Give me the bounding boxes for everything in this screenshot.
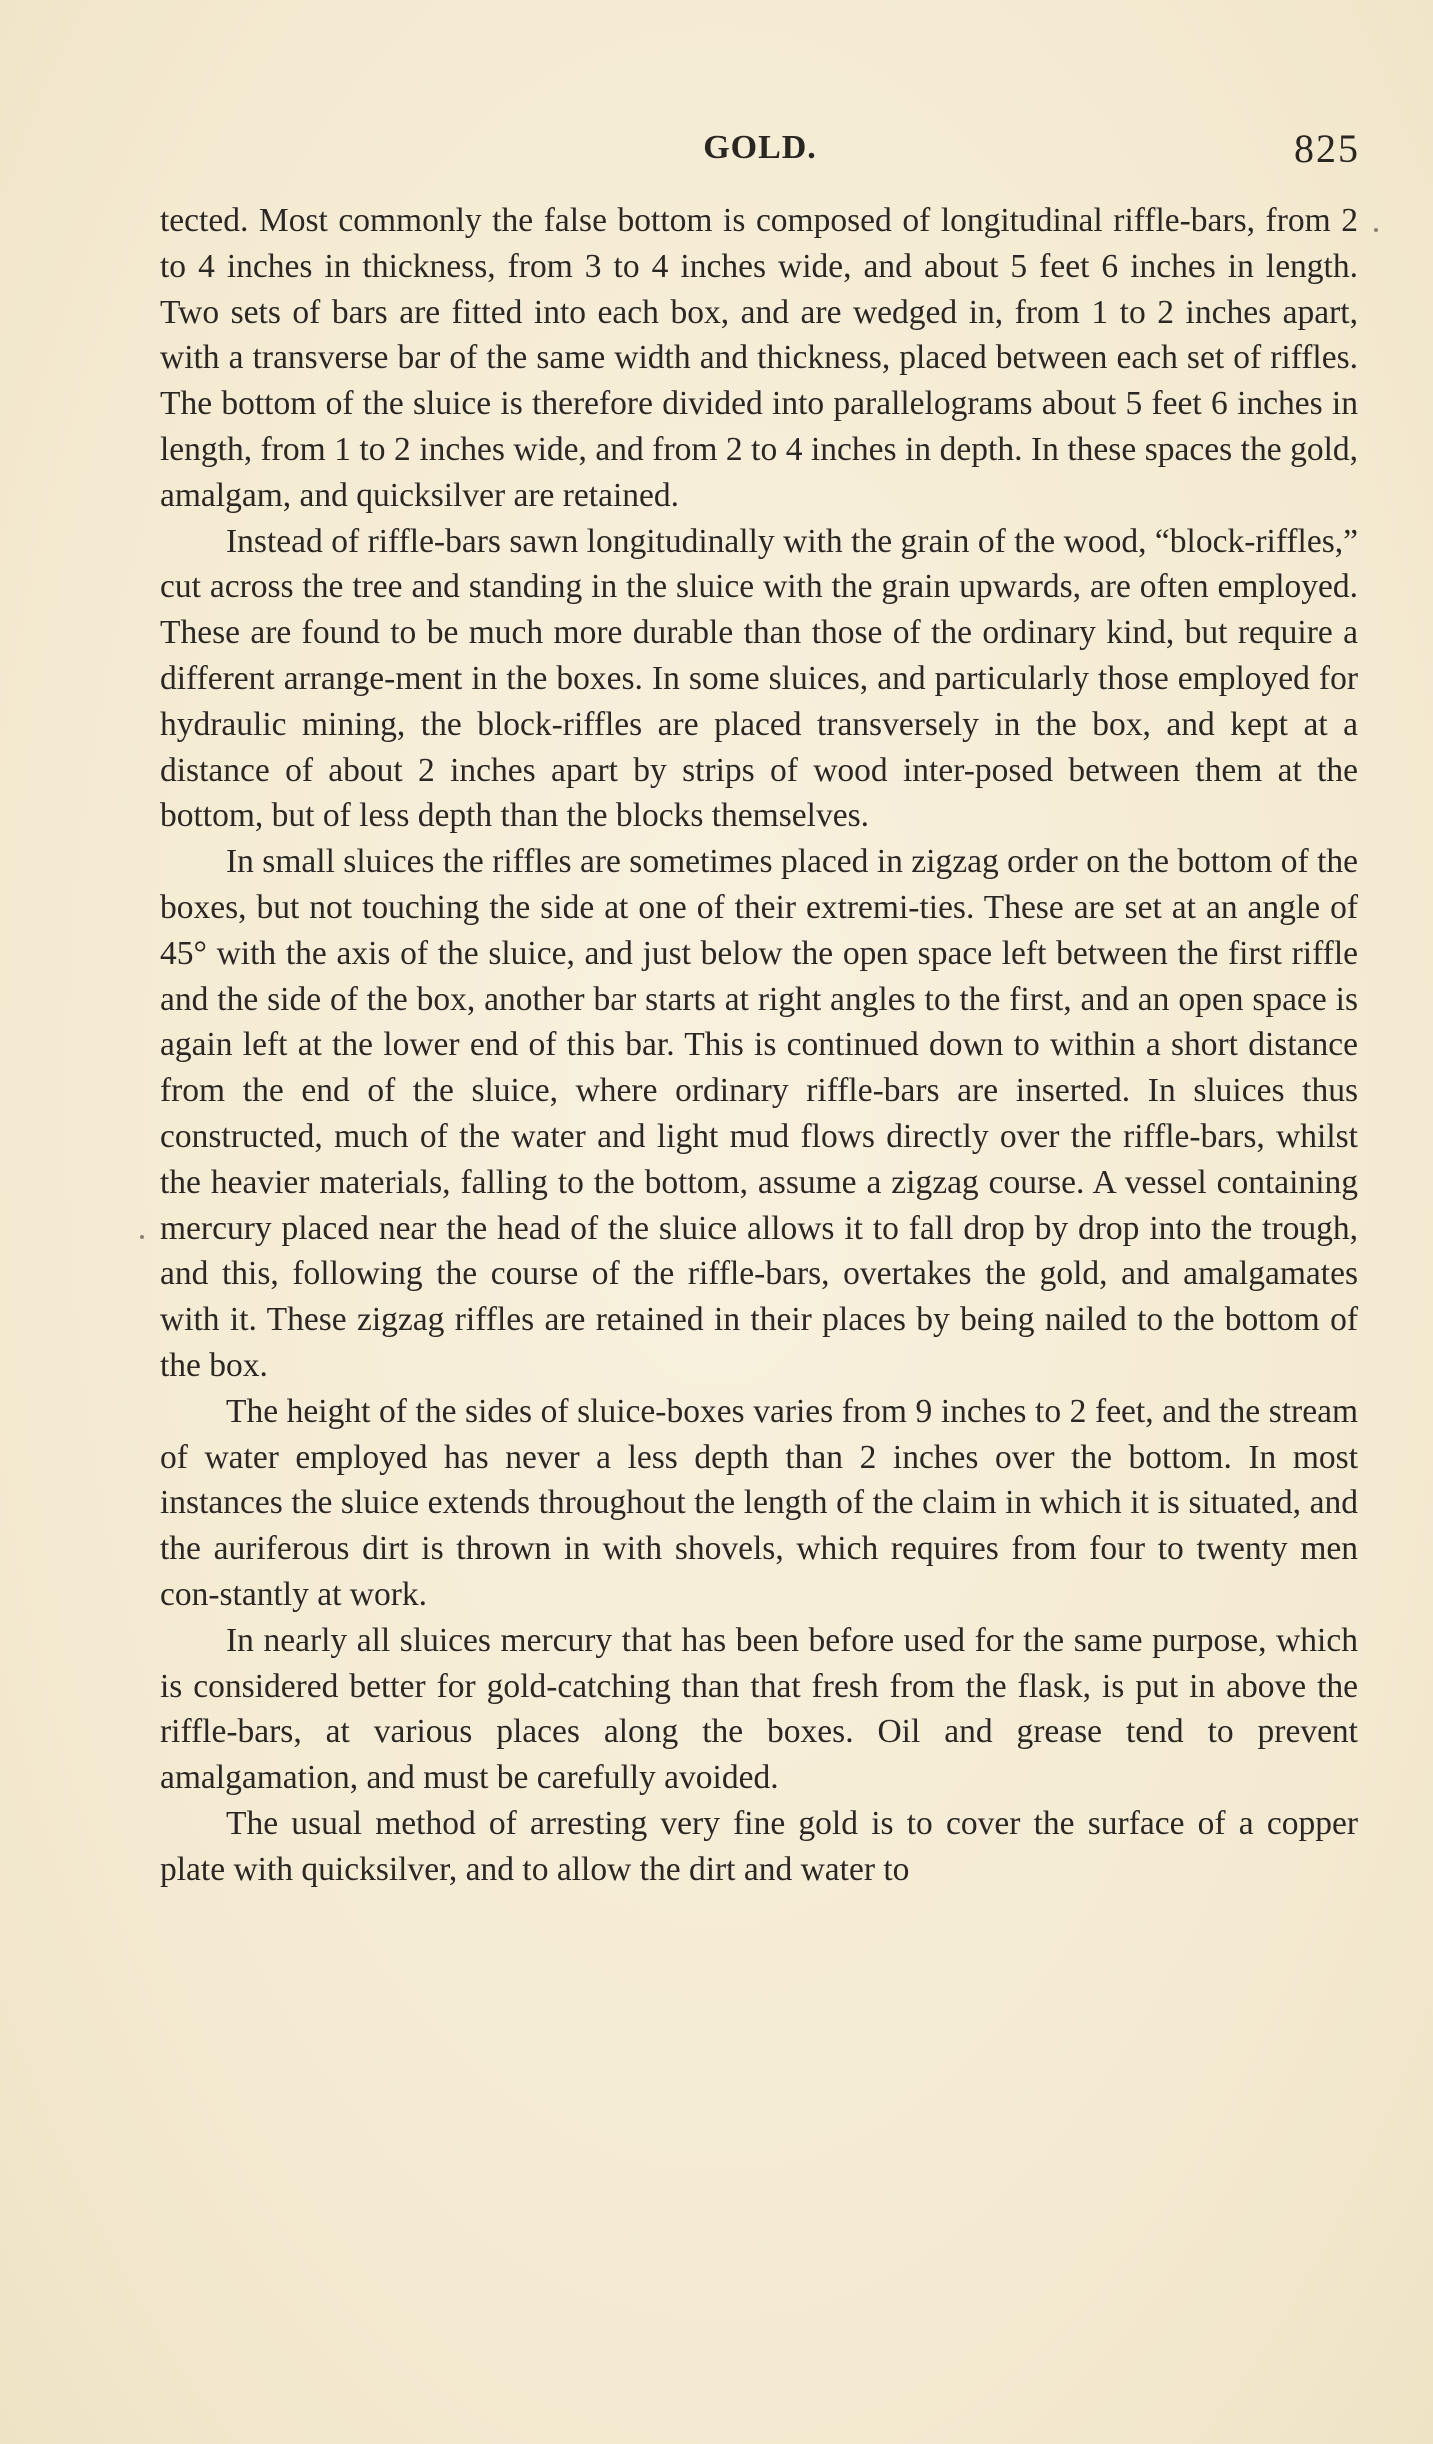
paragraph: The usual method of arresting very fine gold is to cover the surface of a copper plate with quicksilver, and to allow the dirt and water to xyxy=(160,1804,1358,1888)
margin-mark xyxy=(140,1235,144,1239)
paragraph: In nearly all sluices mercury that has been before used for the same purpose, which is considered better for gold-catching than that fresh from the flask, is put in above the riffle-bars, at various places along the boxes. Oil and grease tend to prevent amalgamation, and must be carefully avoided. xyxy=(160,1621,1358,1797)
running-title: GOLD. xyxy=(703,129,817,166)
paragraph: The height of the sides of sluice-boxes varies from 9 inches to 2 feet, and the stream of water employed has never a less depth than 2 inches over the bottom. In most instances the sluice extends throughout the length of the claim in which it is situated, and the auriferous dirt is thrown in with shovels, which requires from four to twenty men con-stantly at work. xyxy=(160,1392,1358,1613)
paragraph: tected. Most commonly the false bottom is composed of longitudinal riffle-bars, from 2 to 4 inches in thickness, from 3 to 4 inches wide, and about 5 feet 6 inches in length. Two sets of bars are fitted into each box, and are wedged in, from 1 to 2 inches apart, with a transverse bar of the same width and thickness, placed between each set of riffles. The bottom of the sluice is therefore divided into parallelograms about 5 feet 6 inches in length, from 1 to 2 inches wide, and from 2 to 4 inches in depth. In these spaces the gold, amalgam, and quicksilver are retained. xyxy=(160,202,1358,514)
paragraph: In small sluices the riffles are sometimes placed in zigzag order on the bottom of the boxes, but not touching the side at one of their extremi-ties. These are set at an angle of 45° with the axis of the sluice, and just below the open space left between the first riffle and the side of the box, another bar starts at right angles to the first, and an open space is again left at the lower end of this bar. This is continued down to within a short distance from the end of the sluice, where ordinary riffle-bars are inserted. In sluices thus constructed, much of the water and light mud flows directly over the riffle-bars, whilst the heavier materials, falling to the bottom, assume a zigzag course. A vessel containing mercury placed near the head of the sluice allows it to fall drop by drop into the trough, and this, following the course of the riffle-bars, overtakes the gold, and amalgamates with it. These zigzag riffles are retained in their places by being nailed to the bottom of the box. xyxy=(160,843,1358,1384)
margin-mark xyxy=(1374,228,1378,232)
paragraph: Instead of riffle-bars sawn longitudinally with the grain of the wood, “block-riffles,” cut across the tree and standing in the sluice with the grain upwards, are often employed. These are found to be much more durable than those of the ordinary kind, but require a different arrange-ment in the boxes. In some sluices, and particularly those employed for hydraulic mining, the block-riffles are placed transversely in the box, and kept at a distance of about 2 inches apart by strips of wood inter-posed between them at the bottom, but of less depth than the blocks themselves. xyxy=(160,522,1358,835)
body-text xyxy=(160,198,1358,1892)
page-header xyxy=(160,125,1360,185)
page-number: 825 xyxy=(1294,126,1360,171)
